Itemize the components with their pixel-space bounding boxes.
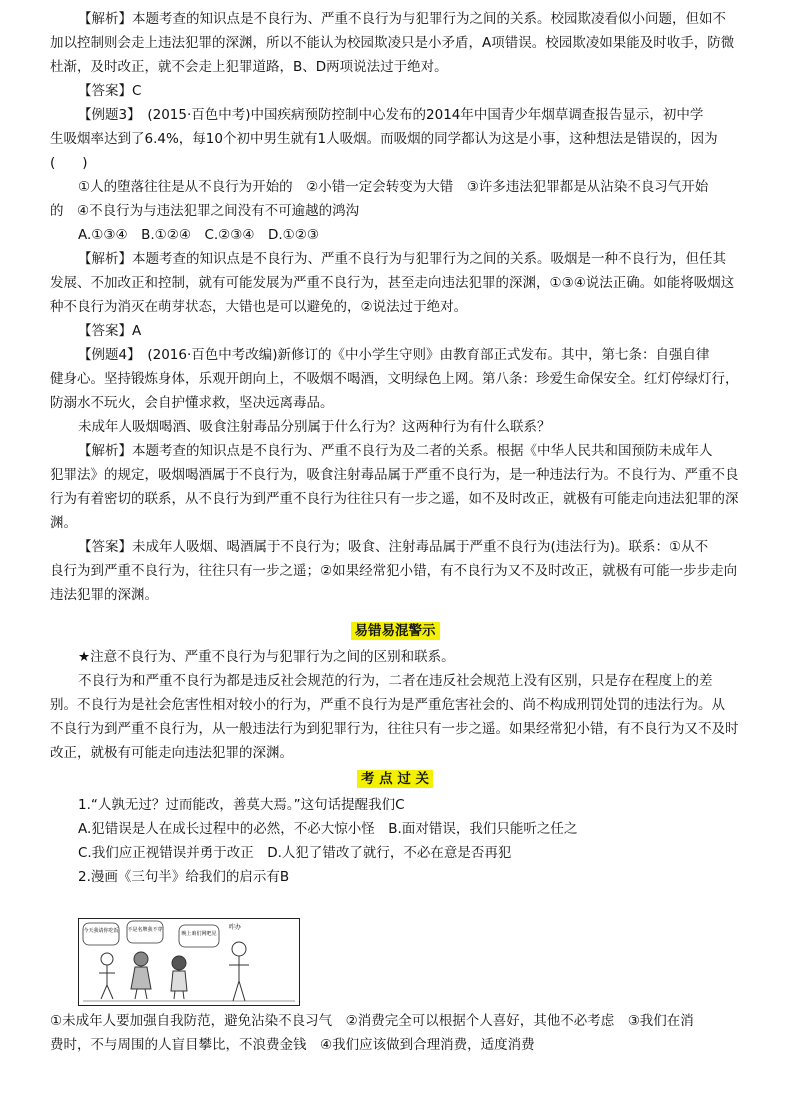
section-title-text: 考 点 过 关 bbox=[357, 770, 433, 788]
text-line: 违法犯罪的深渊。 bbox=[50, 587, 158, 603]
choice-line: A.①③④ B.①②④ C.②③④ D.①②③ bbox=[78, 227, 319, 243]
text-line: 生吸烟率达到了6.4%，每10个初中男生就有1人吸烟。而吸烟的同学都认为这是小事，这种想法是错误的，因为 bbox=[50, 131, 718, 147]
speech-bubble-3: 晚上咱们网吧见 bbox=[181, 931, 217, 937]
speech-bubble-4: 咋办 bbox=[229, 924, 242, 931]
text-line: ( ) bbox=[50, 155, 88, 171]
question-line: 未成年人吸烟喝酒、吸食注射毒品分别属于什么行为？这两种行为有什么联系？ bbox=[78, 419, 551, 435]
text-line: 不良行为到严重不良行为，从一般违法行为到犯罪行为，往往只有一步之遥。如果经常犯小错，有不良行为又不及时 bbox=[50, 721, 739, 737]
option-line: ①未成年人要加强自我防范，避免沾染不良习气 ②消费完全可以根据个人喜好，其他不必考虑 ③我们在消 bbox=[50, 1013, 694, 1029]
example-heading: 【例题3】 (2015·百色中考)中国疾病预防控制中心发布的2014年中国青少年烟草调查报告显示，初中学 bbox=[78, 107, 704, 123]
note-line: ★注意不良行为、严重不良行为与犯罪行为之间的区别和联系。 bbox=[78, 649, 455, 665]
option-line: 费时，不与周围的人盲目攀比，不浪费金钱 ④我们应该做到合理消费，适度消费 bbox=[50, 1037, 535, 1053]
text-line: 杜渐，及时改正，就不会走上犯罪道路，B、D两项说法过于绝对。 bbox=[50, 59, 448, 75]
cartoon-illustration bbox=[79, 919, 299, 1005]
text-line: 别。不良行为是社会危害性相对较小的行为，严重不良行为是严重危害社会的、尚不构成刑罚处罚的违法行为。从 bbox=[50, 697, 725, 713]
section-title-text: 易错易混警示 bbox=[351, 622, 440, 640]
text-line: 渊。 bbox=[50, 515, 77, 531]
answer-line: 【答案】C bbox=[78, 83, 142, 99]
question-line: 1.“人孰无过？过而能改，善莫大焉。”这句话提醒我们C bbox=[78, 797, 405, 813]
text-line: 行为有着密切的联系，从不良行为到严重不良行为往往只有一步之遥，如不及时改正，就极有可能走向违法犯罪的深 bbox=[50, 491, 739, 507]
option-line: A.犯错误是人在成长过程中的必然，不必大惊小怪 B.面对错误，我们只能听之任之 bbox=[78, 821, 578, 837]
option-line: 的 ④不良行为与违法犯罪之间没有不可逾越的鸿沟 bbox=[50, 203, 360, 219]
text-line: 改正，就极有可能走向违法犯罪的深渊。 bbox=[50, 745, 293, 761]
speech-bubble-2: 不是名牌我不穿 bbox=[127, 927, 163, 933]
text-line: 防溺水不玩火，会自护懂求救，坚决远离毒品。 bbox=[50, 395, 334, 411]
text-line: 发展、不加改正和控制，就有可能发展为严重不良行为，甚至走向违法犯罪的深渊，①③④说法正确。如能将吸烟这 bbox=[50, 275, 735, 291]
section-title-exercises bbox=[0, 770, 790, 788]
text-line: 【解析】本题考查的知识点是不良行为、严重不良行为与犯罪行为之间的关系。校园欺凌看似小问题，但如不 bbox=[78, 11, 726, 27]
cartoon-three-and-half-sentences bbox=[78, 918, 300, 1006]
text-line: 良行为到严重不良行为，往往只有一步之遥；②如果经常犯小错，有不良行为又不及时改正，就极有可能一步步走向 bbox=[50, 563, 738, 579]
text-line: 【解析】本题考查的知识点是不良行为、严重不良行为及二者的关系。根据《中华人民共和国预防未成年人 bbox=[78, 443, 713, 459]
option-line: C.我们应正视错误并勇于改正 D.人犯了错改了就行，不必在意是否再犯 bbox=[78, 845, 512, 861]
text-line: 健身心。坚持锻炼身体，乐观开朗向上，不吸烟不喝酒，文明绿色上网。第八条：珍爱生命保安全。红灯停绿灯行， bbox=[50, 371, 739, 387]
section-title-mistakes bbox=[0, 622, 790, 640]
speech-bubble-1: 今天我请你吃饭 bbox=[83, 928, 119, 934]
example-heading: 【例题4】 (2016·百色中考改编)新修订的《中小学生守则》由教育部正式发布。其中，第七条：自强自律 bbox=[78, 347, 710, 363]
answer-line: 【答案】未成年人吸烟、喝酒属于不良行为；吸食、注射毒品属于严重不良行为(违法行为)。联系：①从不 bbox=[78, 539, 709, 555]
text-line: 不良行为和严重不良行为都是违反社会规范的行为，二者在违反社会规范上没有区别，只是存在程度上的差 bbox=[78, 673, 713, 689]
question-line: 2.漫画《三句半》给我们的启示有B bbox=[78, 869, 290, 885]
text-line: 加以控制则会走上违法犯罪的深渊，所以不能认为校园欺凌只是小矛盾，A项错误。校园欺凌如果能及时收手，防微 bbox=[50, 35, 735, 51]
text-line: 【解析】本题考查的知识点是不良行为、严重不良行为与犯罪行为之间的关系。吸烟是一种不良行为，但任其 bbox=[78, 251, 726, 267]
answer-line: 【答案】A bbox=[78, 323, 142, 339]
text-line: 种不良行为消灭在萌芽状态，大错也是可以避免的，②说法过于绝对。 bbox=[50, 299, 468, 315]
option-line: ①人的堕落往往是从不良行为开始的 ②小错一定会转变为大错 ③许多违法犯罪都是从沾染不良习气开始 bbox=[78, 179, 709, 195]
text-line: 犯罪法》的规定，吸烟喝酒属于不良行为，吸食注射毒品属于严重不良行为，是一种违法行为。不良行为、严重不良 bbox=[50, 467, 739, 483]
